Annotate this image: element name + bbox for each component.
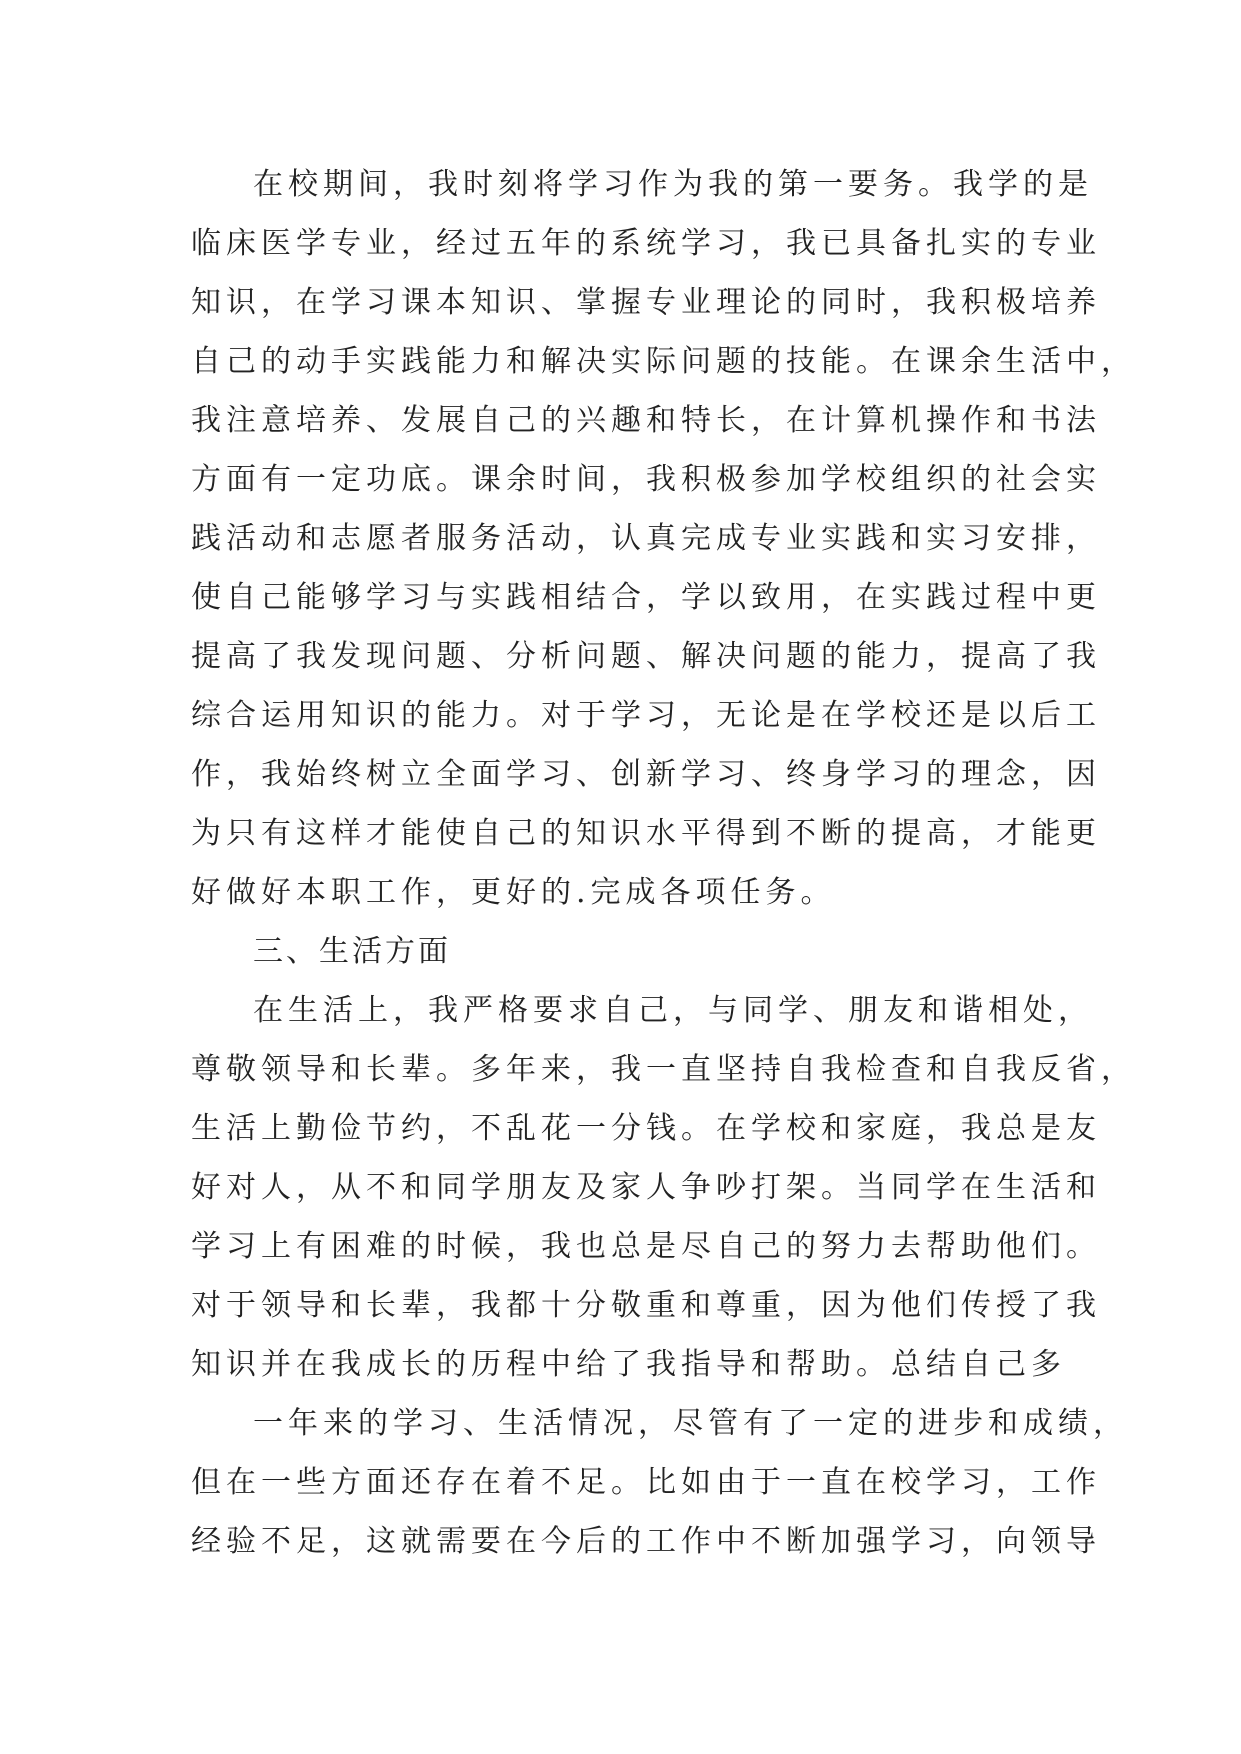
paragraph-line: 但在一些方面还存在着不足。比如由于一直在校学习，工作 xyxy=(191,1465,1101,1500)
paragraph-line: 在生活上，我严格要求自己，与同学、朋友和谐相处， xyxy=(253,993,1093,1028)
paragraph-line: 知识，在学习课本知识、掌握专业理论的同时，我积极培养 xyxy=(191,285,1101,320)
paragraph-line: 好做好本职工作，更好的.完成各项任务。 xyxy=(191,875,836,910)
paragraph-line: 临床医学专业，经过五年的系统学习，我已具备扎实的专业 xyxy=(191,226,1101,261)
paragraph-line: 我注意培养、发展自己的兴趣和特长，在计算机操作和书法 xyxy=(191,403,1101,438)
section-heading: 三、生活方面 xyxy=(253,934,451,969)
paragraph-line: 作，我始终树立全面学习、创新学习、终身学习的理念，因 xyxy=(191,757,1101,792)
paragraph-line: 使自己能够学习与实践相结合，学以致用，在实践过程中更 xyxy=(191,580,1101,615)
paragraph-line: 好对人，从不和同学朋友及家人争吵打架。当同学在生活和 xyxy=(191,1170,1101,1205)
paragraph-line: 经验不足，这就需要在今后的工作中不断加强学习，向领导 xyxy=(191,1524,1101,1559)
paragraph-line: 尊敬领导和长辈。多年来，我一直坚持自我检查和自我反省， xyxy=(191,1052,1136,1087)
paragraph-line: 为只有这样才能使自己的知识水平得到不断的提高，才能更 xyxy=(191,816,1101,851)
paragraph-line: 综合运用知识的能力。对于学习，无论是在学校还是以后工 xyxy=(191,698,1101,733)
paragraph-line: 在校期间，我时刻将学习作为我的第一要务。我学的是 xyxy=(253,167,1093,202)
paragraph-line: 一年来的学习、生活情况，尽管有了一定的进步和成绩， xyxy=(253,1406,1128,1441)
paragraph-line: 方面有一定功底。课余时间，我积极参加学校组织的社会实 xyxy=(191,462,1101,497)
paragraph-line: 自己的动手实践能力和解决实际问题的技能。在课余生活中， xyxy=(191,344,1136,379)
paragraph-line: 提高了我发现问题、分析问题、解决问题的能力，提高了我 xyxy=(191,639,1101,674)
paragraph-line: 生活上勤俭节约，不乱花一分钱。在学校和家庭，我总是友 xyxy=(191,1111,1101,1146)
paragraph-line: 对于领导和长辈，我都十分敬重和尊重，因为他们传授了我 xyxy=(191,1288,1101,1323)
paragraph-line: 学习上有困难的时候，我也总是尽自己的努力去帮助他们。 xyxy=(191,1229,1101,1264)
paragraph-line: 践活动和志愿者服务活动，认真完成专业实践和实习安排， xyxy=(191,521,1101,556)
paragraph-line: 知识并在我成长的历程中给了我指导和帮助。总结自己多 xyxy=(191,1347,1066,1382)
